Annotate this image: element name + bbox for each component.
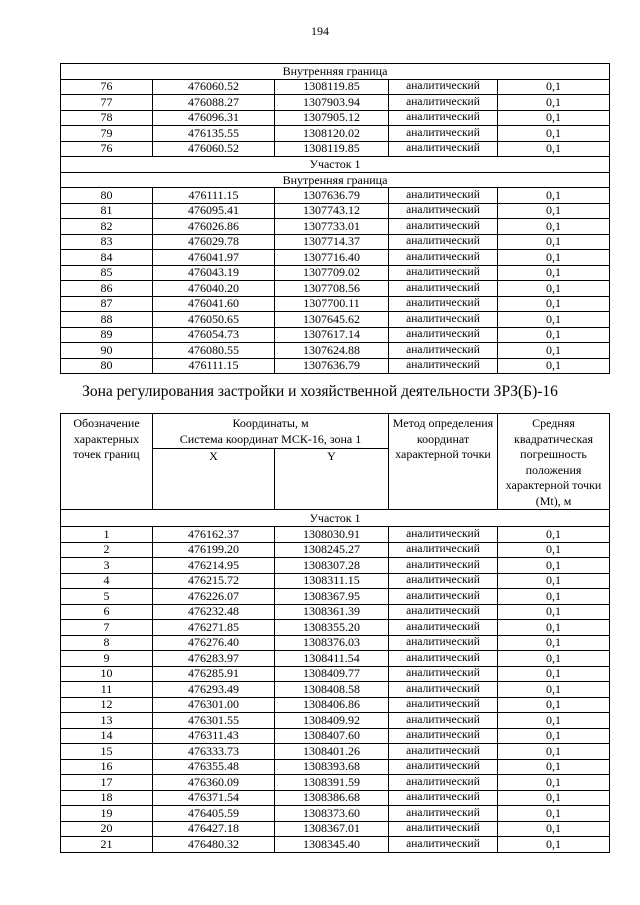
method-cell: аналитический: [389, 542, 498, 558]
section-title: Участок 1: [61, 510, 610, 527]
point-number-cell: 83: [61, 234, 153, 250]
coord-x-cell: 476333.73: [153, 744, 275, 760]
table-row: [61, 775, 610, 791]
accuracy-cell: 0,1: [498, 281, 610, 297]
point-number-cell: 14: [61, 728, 153, 744]
method-cell: аналитический: [389, 343, 498, 359]
coord-y-cell: 1308030.91: [275, 527, 389, 543]
accuracy-cell: 0,1: [498, 635, 610, 651]
coord-y-cell: 1308367.01: [275, 821, 389, 837]
table-row: [61, 635, 610, 651]
point-number-cell: 88: [61, 312, 153, 328]
accuracy-cell: 0,1: [498, 296, 610, 312]
method-cell: аналитический: [389, 312, 498, 328]
coord-y-cell: 1308245.27: [275, 542, 389, 558]
accuracy-cell: 0,1: [498, 651, 610, 667]
point-number-cell: 76: [61, 79, 153, 95]
accuracy-cell: 0,1: [498, 821, 610, 837]
section-subtitle: Внутренняя граница: [61, 172, 610, 188]
table-row: [61, 265, 610, 281]
method-cell: аналитический: [389, 95, 498, 111]
table-row: [61, 95, 610, 111]
accuracy-cell: 0,1: [498, 327, 610, 343]
accuracy-cell: 0,1: [498, 126, 610, 142]
accuracy-cell: 0,1: [498, 358, 610, 374]
coord-y-cell: 1308411.54: [275, 651, 389, 667]
coord-x-cell: 476043.19: [153, 265, 275, 281]
coord-y-cell: 1308391.59: [275, 775, 389, 791]
accuracy-cell: 0,1: [498, 110, 610, 126]
point-number-cell: 21: [61, 837, 153, 853]
accuracy-cell: 0,1: [498, 775, 610, 791]
point-number-cell: 6: [61, 604, 153, 620]
table-row: [61, 234, 610, 250]
coord-x-cell: 476271.85: [153, 620, 275, 636]
accuracy-cell: 0,1: [498, 682, 610, 698]
accuracy-cell: 0,1: [498, 188, 610, 204]
table-row: [61, 573, 610, 589]
coord-y-cell: 1307743.12: [275, 203, 389, 219]
coord-y-cell: 1307709.02: [275, 265, 389, 281]
table-row: [61, 604, 610, 620]
table-row: [61, 713, 610, 729]
header-method: Метод определения координат характерной точки: [389, 414, 498, 510]
coord-y-cell: 1308120.02: [275, 126, 389, 142]
table-row: [61, 327, 610, 343]
accuracy-cell: 0,1: [498, 558, 610, 574]
header-coordinates: [153, 414, 389, 449]
accuracy-cell: 0,1: [498, 527, 610, 543]
coord-y-cell: 1308401.26: [275, 744, 389, 760]
table-row: [61, 219, 610, 235]
table-row: [61, 744, 610, 760]
coord-y-cell: 1308386.68: [275, 790, 389, 806]
coord-x-cell: 476215.72: [153, 573, 275, 589]
zone-title: Зона регулирования застройки и хозяйственной деятельности ЗРЗ(Б)-16: [82, 383, 558, 400]
method-cell: аналитический: [389, 188, 498, 204]
accuracy-cell: 0,1: [498, 728, 610, 744]
coord-y-cell: 1307700.11: [275, 296, 389, 312]
table-row: [61, 79, 610, 95]
method-cell: аналитический: [389, 806, 498, 822]
coord-y-cell: 1308307.28: [275, 558, 389, 574]
method-cell: аналитический: [389, 327, 498, 343]
coord-x-cell: 476162.37: [153, 527, 275, 543]
accuracy-cell: 0,1: [498, 312, 610, 328]
accuracy-cell: 0,1: [498, 806, 610, 822]
point-number-cell: 20: [61, 821, 153, 837]
table-row: [61, 666, 610, 682]
point-number-cell: 4: [61, 573, 153, 589]
point-number-cell: 15: [61, 744, 153, 760]
point-number-cell: 8: [61, 635, 153, 651]
coord-y-cell: 1307645.62: [275, 312, 389, 328]
table-row: [61, 542, 610, 558]
point-number-cell: 78: [61, 110, 153, 126]
coord-y-cell: 1307905.12: [275, 110, 389, 126]
point-number-cell: 80: [61, 358, 153, 374]
boundary-table-1: [60, 63, 610, 374]
accuracy-cell: 0,1: [498, 219, 610, 235]
method-cell: аналитический: [389, 589, 498, 605]
coord-y-cell: 1307617.14: [275, 327, 389, 343]
coord-x-cell: 476301.00: [153, 697, 275, 713]
table-row: [61, 126, 610, 142]
table-row: [61, 203, 610, 219]
coord-x-cell: 476301.55: [153, 713, 275, 729]
coord-y-cell: 1307624.88: [275, 343, 389, 359]
accuracy-cell: 0,1: [498, 95, 610, 111]
method-cell: аналитический: [389, 527, 498, 543]
method-cell: аналитический: [389, 296, 498, 312]
coord-x-cell: 476029.78: [153, 234, 275, 250]
coord-y-cell: 1308119.85: [275, 141, 389, 157]
accuracy-cell: 0,1: [498, 837, 610, 853]
point-number-cell: 11: [61, 682, 153, 698]
method-cell: аналитический: [389, 744, 498, 760]
coord-x-cell: 476096.31: [153, 110, 275, 126]
coord-y-cell: 1308408.58: [275, 682, 389, 698]
method-cell: аналитический: [389, 651, 498, 667]
accuracy-cell: 0,1: [498, 744, 610, 760]
coord-y-cell: 1308367.95: [275, 589, 389, 605]
table-row: [61, 110, 610, 126]
point-number-cell: 9: [61, 651, 153, 667]
method-cell: аналитический: [389, 697, 498, 713]
point-number-cell: 7: [61, 620, 153, 636]
method-cell: аналитический: [389, 219, 498, 235]
table-row: [61, 558, 610, 574]
point-number-cell: 3: [61, 558, 153, 574]
table-row: [61, 312, 610, 328]
point-number-cell: 84: [61, 250, 153, 266]
coord-y-cell: 1307708.56: [275, 281, 389, 297]
coord-x-cell: 476355.48: [153, 759, 275, 775]
point-number-cell: 16: [61, 759, 153, 775]
table-row: [61, 281, 610, 297]
method-cell: аналитический: [389, 837, 498, 853]
coord-y-cell: 1307636.79: [275, 188, 389, 204]
accuracy-cell: 0,1: [498, 666, 610, 682]
accuracy-cell: 0,1: [498, 343, 610, 359]
coord-x-cell: 476060.52: [153, 141, 275, 157]
table-row: [61, 527, 610, 543]
coord-x-cell: 476360.09: [153, 775, 275, 791]
coord-x-cell: 476214.95: [153, 558, 275, 574]
coord-x-cell: 476111.15: [153, 188, 275, 204]
coord-x-cell: 476371.54: [153, 790, 275, 806]
accuracy-cell: 0,1: [498, 141, 610, 157]
coord-y-cell: 1308409.77: [275, 666, 389, 682]
table-row: [61, 759, 610, 775]
header-point-label: Обозначение характерных точек границ: [61, 414, 153, 510]
coord-x-cell: 476080.55: [153, 343, 275, 359]
coord-y-cell: 1308376.03: [275, 635, 389, 651]
point-number-cell: 87: [61, 296, 153, 312]
coord-y-cell: 1308406.86: [275, 697, 389, 713]
point-number-cell: 89: [61, 327, 153, 343]
point-number-cell: 85: [61, 265, 153, 281]
table-row: [61, 141, 610, 157]
method-cell: аналитический: [389, 728, 498, 744]
accuracy-cell: 0,1: [498, 697, 610, 713]
table-row: [61, 837, 610, 853]
point-number-cell: 5: [61, 589, 153, 605]
coord-y-cell: 1308345.40: [275, 837, 389, 853]
header-x-blank: [153, 464, 275, 509]
coord-x-cell: 476054.73: [153, 327, 275, 343]
section-title: Внутренняя граница: [61, 64, 610, 80]
page-number: 194: [311, 24, 329, 38]
point-number-cell: 90: [61, 343, 153, 359]
coord-x-cell: 476111.15: [153, 358, 275, 374]
coord-x-cell: 476285.91: [153, 666, 275, 682]
coord-x-cell: 476088.27: [153, 95, 275, 111]
header-accuracy: Средняя квадратическая погрешность положения характерной точки (Mt), м: [498, 414, 610, 510]
method-cell: аналитический: [389, 666, 498, 682]
table-row: [61, 790, 610, 806]
coord-x-cell: 476276.40: [153, 635, 275, 651]
table-row: [61, 188, 610, 204]
method-cell: аналитический: [389, 126, 498, 142]
point-number-cell: 79: [61, 126, 153, 142]
coord-x-cell: 476199.20: [153, 542, 275, 558]
accuracy-cell: 0,1: [498, 265, 610, 281]
coord-x-cell: 476311.43: [153, 728, 275, 744]
method-cell: аналитический: [389, 682, 498, 698]
point-number-cell: 86: [61, 281, 153, 297]
point-number-cell: 10: [61, 666, 153, 682]
coord-x-cell: 476135.55: [153, 126, 275, 142]
point-number-cell: 17: [61, 775, 153, 791]
boundary-table-1-body: [61, 64, 610, 374]
coord-y-cell: 1308373.60: [275, 806, 389, 822]
point-number-cell: 81: [61, 203, 153, 219]
point-number-cell: 12: [61, 697, 153, 713]
table-row: [61, 651, 610, 667]
table-row: [61, 620, 610, 636]
method-cell: аналитический: [389, 250, 498, 266]
method-cell: аналитический: [389, 265, 498, 281]
method-cell: аналитический: [389, 234, 498, 250]
method-cell: аналитический: [389, 635, 498, 651]
table-row: [61, 806, 610, 822]
section-title-row: [61, 64, 610, 80]
method-cell: аналитический: [389, 358, 498, 374]
accuracy-cell: 0,1: [498, 79, 610, 95]
method-cell: аналитический: [389, 141, 498, 157]
coord-x-cell: 476026.86: [153, 219, 275, 235]
coord-x-cell: 476480.32: [153, 837, 275, 853]
accuracy-cell: 0,1: [498, 604, 610, 620]
table-row: [61, 821, 610, 837]
accuracy-cell: 0,1: [498, 250, 610, 266]
coord-x-cell: 476050.65: [153, 312, 275, 328]
coord-x-cell: 476405.59: [153, 806, 275, 822]
method-cell: аналитический: [389, 110, 498, 126]
header-coordinates-title: Координаты, м: [232, 416, 309, 430]
coord-y-cell: 1308311.15: [275, 573, 389, 589]
method-cell: аналитический: [389, 790, 498, 806]
coord-x-cell: 476060.52: [153, 79, 275, 95]
table-row: [61, 250, 610, 266]
method-cell: аналитический: [389, 759, 498, 775]
table-row: [61, 697, 610, 713]
boundary-table-2-body: [61, 414, 610, 853]
accuracy-cell: 0,1: [498, 759, 610, 775]
accuracy-cell: 0,1: [498, 234, 610, 250]
table-row: [61, 296, 610, 312]
accuracy-cell: 0,1: [498, 589, 610, 605]
point-number-cell: 80: [61, 188, 153, 204]
header-y-blank: [275, 464, 389, 509]
coord-y-cell: 1308407.60: [275, 728, 389, 744]
point-number-cell: 77: [61, 95, 153, 111]
point-number-cell: 13: [61, 713, 153, 729]
coord-x-cell: 476095.41: [153, 203, 275, 219]
method-cell: аналитический: [389, 713, 498, 729]
coord-x-cell: 476283.97: [153, 651, 275, 667]
table-row: [61, 358, 610, 374]
coord-y-cell: 1307636.79: [275, 358, 389, 374]
section-title-row: [61, 510, 610, 527]
coord-x-cell: 476041.60: [153, 296, 275, 312]
coord-y-cell: 1307733.01: [275, 219, 389, 235]
header-row-1: [61, 414, 610, 449]
coord-y-cell: 1308393.68: [275, 759, 389, 775]
coord-x-cell: 476427.18: [153, 821, 275, 837]
coord-x-cell: 476232.48: [153, 604, 275, 620]
point-number-cell: 18: [61, 790, 153, 806]
section-title: Участок 1: [61, 157, 610, 173]
point-number-cell: 2: [61, 542, 153, 558]
method-cell: аналитический: [389, 821, 498, 837]
accuracy-cell: 0,1: [498, 790, 610, 806]
point-number-cell: 76: [61, 141, 153, 157]
accuracy-cell: 0,1: [498, 542, 610, 558]
method-cell: аналитический: [389, 604, 498, 620]
method-cell: аналитический: [389, 620, 498, 636]
point-number-cell: 82: [61, 219, 153, 235]
coord-x-cell: 476041.97: [153, 250, 275, 266]
boundary-table-2: [60, 413, 610, 853]
coord-x-cell: 476040.20: [153, 281, 275, 297]
table-row: [61, 728, 610, 744]
coord-y-cell: 1308119.85: [275, 79, 389, 95]
method-cell: аналитический: [389, 573, 498, 589]
coord-y-cell: 1308361.39: [275, 604, 389, 620]
coord-x-cell: 476226.07: [153, 589, 275, 605]
header-coordinates-system: Система координат МСК-16, зона 1: [179, 431, 362, 446]
header-x: X: [153, 448, 275, 464]
method-cell: аналитический: [389, 558, 498, 574]
accuracy-cell: 0,1: [498, 620, 610, 636]
coord-y-cell: 1308409.92: [275, 713, 389, 729]
accuracy-cell: 0,1: [498, 713, 610, 729]
method-cell: аналитический: [389, 79, 498, 95]
coord-y-cell: 1307716.40: [275, 250, 389, 266]
section-title-row: [61, 157, 610, 173]
table-row: [61, 343, 610, 359]
method-cell: аналитический: [389, 203, 498, 219]
method-cell: аналитический: [389, 775, 498, 791]
accuracy-cell: 0,1: [498, 573, 610, 589]
table-row: [61, 589, 610, 605]
coord-y-cell: 1307903.94: [275, 95, 389, 111]
section-subtitle-row: [61, 172, 610, 188]
coord-y-cell: 1308355.20: [275, 620, 389, 636]
coord-x-cell: 476293.49: [153, 682, 275, 698]
table-row: [61, 682, 610, 698]
point-number-cell: 19: [61, 806, 153, 822]
coord-y-cell: 1307714.37: [275, 234, 389, 250]
method-cell: аналитический: [389, 281, 498, 297]
accuracy-cell: 0,1: [498, 203, 610, 219]
header-y: Y: [275, 448, 389, 464]
point-number-cell: 1: [61, 527, 153, 543]
